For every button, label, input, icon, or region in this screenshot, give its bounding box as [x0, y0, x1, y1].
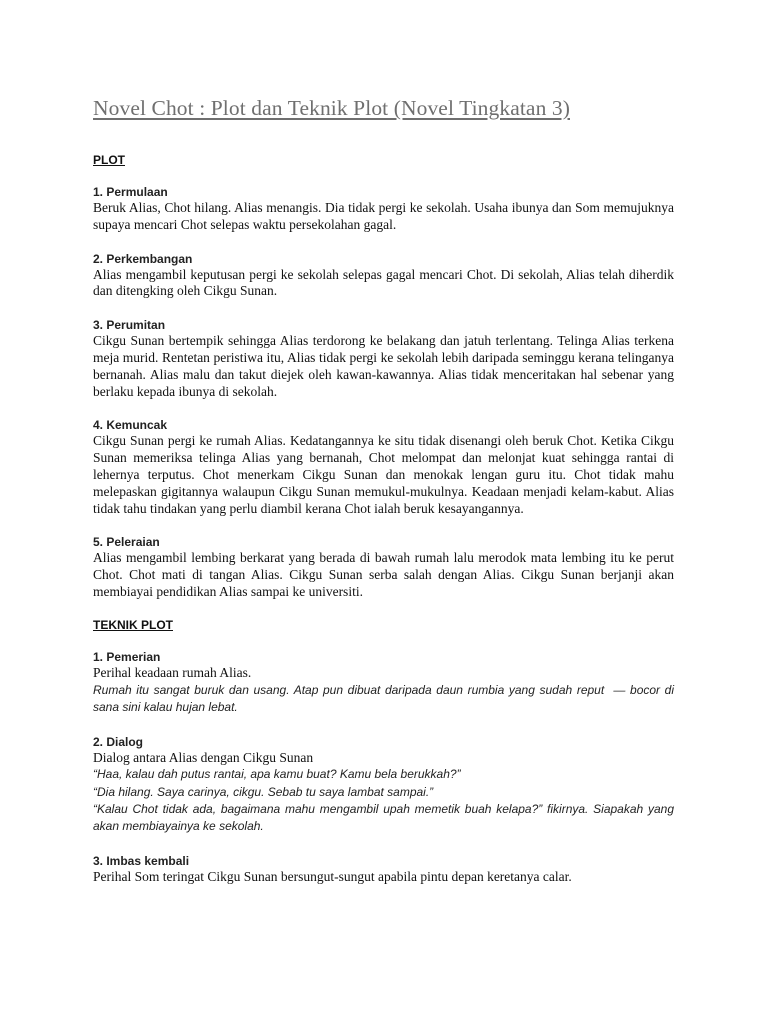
section-heading: 5. Peleraian	[93, 535, 160, 550]
section-text: Alias mengambil keputusan pergi ke sekolah selepas gagal mencari Chot. Di sekolah, Alias telah diherdik dan ditengking oleh Cikgu Sunan.	[93, 266, 674, 299]
teknik-dialog	[93, 734, 674, 836]
section-heading: 2. Dialog	[93, 734, 144, 749]
section-text: Perihal keadaan rumah Alias.	[93, 664, 252, 680]
section-text: Perihal Som teringat Cikgu Sunan bersungut-sungut apabila pintu depan keretanya calar.	[93, 868, 572, 884]
plot-section-perumitan	[93, 317, 674, 400]
plot-section-perkembangan	[93, 251, 674, 301]
section-heading: 3. Perumitan	[93, 318, 166, 333]
section-heading: 3. Imbas kembali	[93, 853, 190, 868]
plot-section-permulaan	[93, 184, 674, 234]
quote-text: Rumah itu sangat buruk dan usang. Atap pun dibuat daripada daun rumbia yang sudah reput — bocor di sana sini kalau hujan lebat.	[93, 682, 674, 715]
section-text: Cikgu Sunan pergi ke rumah Alias. Kedatangannya ke situ tidak disenangi oleh beruk Chot. Ketika Cikgu Sunan memeriksa telinga Alias yang bernanah, Chot melompat dan melonjat kuat sehingga rantai di lehernya terputus. Chot menerkam Cikgu Sunan dan menokak lengan guru itu. Chot tidak mahu melepaskan gigitannya walaupun Cikgu Sunan memukul-mukulnya. Keadaan menjadi kelam-kabut. Alias tidak tahu tindakan yang perlu diambil kerana Chot ialah beruk kesayangannya.	[93, 433, 674, 516]
dialog-line: “Haa, kalau dah putus rantai, apa kamu buat? Kamu bela berukkah?”	[93, 767, 461, 782]
document-title: Novel Chot : Plot dan Teknik Plot (Novel Tingkatan 3)	[93, 96, 570, 120]
teknik-pemerian	[93, 649, 674, 717]
dialog-line: “Dia hilang. Saya carinya, cikgu. Sebab tu saya lambat sampai.”	[93, 784, 434, 799]
teknik-imbas-kembali	[93, 853, 674, 886]
plot-heading: PLOT	[93, 153, 125, 167]
section-text: Cikgu Sunan bertempik sehingga Alias terdorong ke belakang dan jatuh terlentang. Telinga Alias terkena meja murid. Rentetan peristiwa itu, Alias tidak pergi ke sekolah lebih daripada seminggu kerana telinganya bernanah. Alias malu dan takut diejek oleh kawan-kawannya. Alias tidak menceritakan hal sebenar yang berlaku kepada ibunya di sekolah.	[93, 333, 674, 399]
section-text: Alias mengambil lembing berkarat yang berada di bawah rumah lalu merodok mata lembing itu ke perut Chot. Chot mati di tangan Alias. Cikgu Sunan serba salah dengan Alias. Cikgu Sunan berjanji akan membiayai pendidikan Alias sampai ke universiti.	[93, 550, 674, 599]
section-text: Beruk Alias, Chot hilang. Alias menangis. Dia tidak pergi ke sekolah. Usaha ibunya dan Som memujuknya supaya mencari Chot selepas waktu persekolahan gagal.	[93, 200, 674, 232]
teknik-plot-heading: TEKNIK PLOT	[93, 617, 173, 632]
dialog-line: “Kalau Chot tidak ada, bagaimana mahu mengambil upah memetik buah kelapa?” fikirnya. Siapakah yang akan membiayainya ke sekolah.	[93, 801, 674, 834]
plot-section-peleraian	[93, 534, 674, 600]
section-heading: 4. Kemuncak	[93, 418, 168, 433]
plot-section-kemuncak	[93, 417, 674, 517]
section-heading: 2. Perkembangan	[93, 251, 193, 266]
document-page	[93, 96, 674, 903]
section-heading: 1. Pemerian	[93, 649, 161, 664]
section-text: Dialog antara Alias dengan Cikgu Sunan	[93, 749, 314, 765]
section-heading: 1. Permulaan	[93, 185, 168, 199]
